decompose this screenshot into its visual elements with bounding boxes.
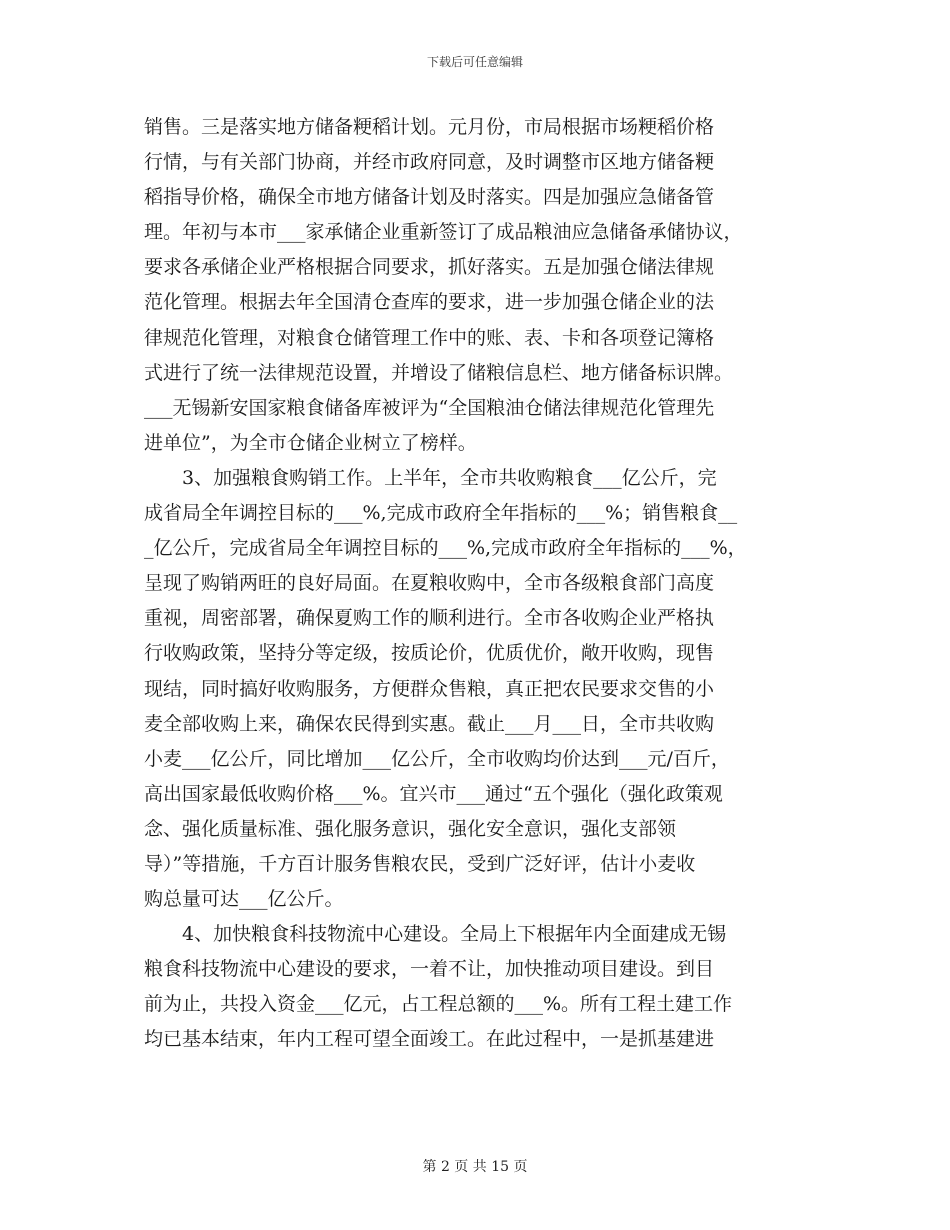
text-line: 稻指导价格，确保全市地方储备计划及时落实。四是加强应急储备管 (144, 186, 715, 209)
text-line: 高出国家最低收购价格___%。宜兴市___通过“五个强化（强化政策观 (144, 782, 723, 805)
text-line: 要求各承储企业严格根据合同要求，抓好落实。五是加强仓储法律规 (144, 256, 715, 279)
text-line: 行情，与有关部门协商，并经市政府同意，及时调整市区地方储备粳 (144, 151, 715, 174)
page-footer: 第 2 页 共 15 页 (422, 1159, 528, 1175)
text-line: 3、加强粮食购销工作。上半年，全市共收购粮食___亿公斤，完 (144, 466, 717, 489)
text-line: 成省局全年调控目标的___%,完成市政府全年指标的___%；销售粮食__ (144, 502, 738, 525)
text-line: 呈现了购销两旺的良好局面。在夏粮收购中，全市各级粮食部门高度 (144, 572, 715, 595)
text-line: _亿公斤，完成省局全年调控目标的___%,完成市政府全年指标的___%， (144, 537, 747, 560)
text-line: 式进行了统一法律规范设置，并增设了储粮信息栏、地方储备标识牌。 (144, 361, 734, 384)
document-body (144, 110, 808, 1058)
text-line: 重视，周密部署，确保夏购工作的顺利进行。全市各收购企业严格执 (144, 607, 715, 630)
text-line: 导）”等措施，千方百计服务售粮农民，受到广泛好评，估计小麦收 (144, 852, 696, 875)
text-line: 行收购政策，坚持分等定级，按质论价，优质优价，敞开收购，现售 (144, 642, 715, 665)
text-line: 均已基本结束，年内工程可望全面竣工。在此过程中，一是抓基建进 (144, 1028, 715, 1051)
text-line: 粮食科技物流中心建设的要求，一着不让，加快推动项目建设。到目 (144, 958, 715, 981)
text-line: 理。年初与本市___家承储企业重新签订了成品粮油应急储备承储协议， (144, 221, 743, 244)
text-line: 小麦___亿公斤，同比增加___亿公斤，全市收购均价达到___元/百斤， (144, 747, 730, 770)
page-header: 下载后可任意编辑 (426, 55, 523, 69)
text-line: 念、强化质量标准、强化服务意识，强化安全意识，强化支部领 (144, 817, 677, 840)
text-line: 销售。三是落实地方储备粳稻计划。元月份，市局根据市场粳稻价格 (144, 116, 715, 138)
text-line: 麦全部收购上来，确保农民得到实惠。截止___月___日，全市共收购 (144, 712, 715, 735)
text-line: 律规范化管理，对粮食仓储管理工作中的账、表、卡和各项登记簿格 (144, 326, 715, 349)
text-line: ___无锡新安国家粮食储备库被评为“全国粮油仓储法律规范化管理先 (144, 396, 715, 419)
text-line: 进单位”，为全市仓储企业树立了榜样。 (144, 431, 477, 454)
text-line: 范化管理。根据去年全国清仓查库的要求，进一步加强仓储企业的法 (144, 291, 715, 314)
text-line: 前为止，共投入资金___亿元，占工程总额的___%。所有工程土建工作 (144, 993, 733, 1016)
text-line: 现结，同时搞好收购服务，方便群众售粮，真正把农民要求交售的小 (144, 677, 715, 700)
text-line: 4、加快粮食科技物流中心建设。全局上下根据年内全面建成无锡 (144, 923, 727, 946)
text-line: 购总量可达___亿公斤。 (144, 888, 344, 911)
